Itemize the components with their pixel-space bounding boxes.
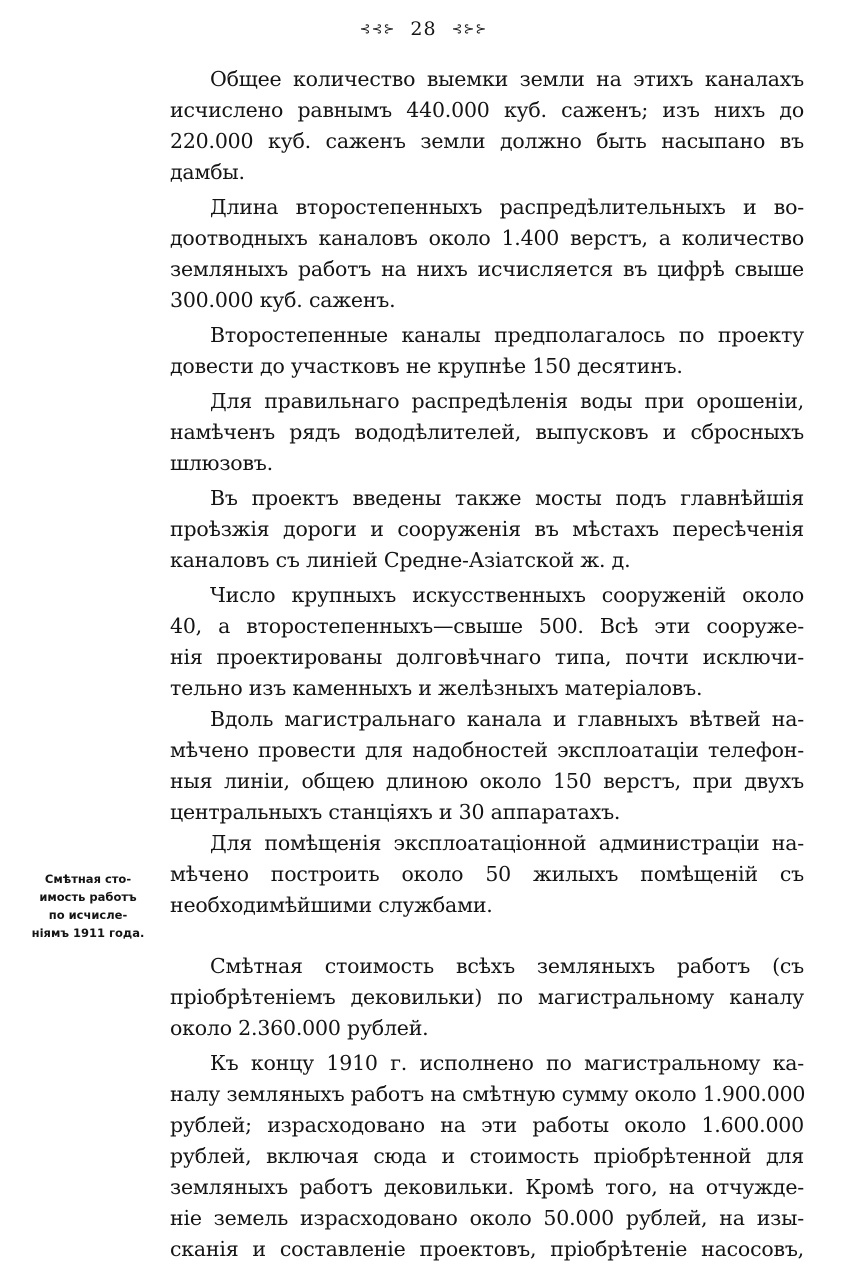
margin-note-line: ніямъ 1911 года. [31, 926, 145, 940]
text-line: центральныхъ станціяхъ и 30 аппаратахъ. [170, 800, 621, 824]
text-line: 220.000 куб. саженъ земли должно быть насыпано въ [170, 129, 804, 153]
text-line: Для правильнаго распредѣленія воды при орошеніи, [210, 389, 804, 413]
paragraph [170, 386, 804, 479]
text-line: Для помѣщенія эксплоатаціонной администраціи на- [210, 831, 804, 855]
paragraph [170, 580, 804, 704]
margin-note [12, 870, 164, 942]
left-ornament-icon: ⊰⊰⊱ [359, 22, 396, 37]
paragraph [170, 828, 804, 921]
text-line: 40, а второстепенныхъ—свыше 500. Всѣ эти сооруже- [170, 614, 804, 638]
text-line: Смѣтная стоимость всѣхъ земляныхъ работъ (съ [210, 954, 804, 978]
text-line: налу земляныхъ работъ на смѣтную сумму около 1.900.000 [170, 1082, 806, 1106]
text-line: каналовъ съ линіей Средне-Азіатской ж. д. [170, 548, 631, 572]
page-number: 28 [410, 18, 437, 40]
text-line: намѣченъ рядъ вододѣлителей, выпусковъ и сбросныхъ [170, 420, 804, 444]
body-text [170, 64, 804, 1265]
text-line: сканія и составленіе проектовъ, пріобрѣтеніе насосовъ, [170, 1237, 804, 1261]
text-line: Вдоль магистральнаго канала и главныхъ вѣтвей на- [210, 707, 804, 731]
text-line: 300.000 куб. саженъ. [170, 288, 396, 312]
margin-note-line: по исчисле- [48, 908, 128, 922]
text-line: ныя линіи, общею длиною около 150 верстъ, при двухъ [170, 769, 804, 793]
text-line: рублей, включая сюда и стоимость пріобрѣтенной для [170, 1144, 804, 1168]
text-line: нія проектированы долговѣчнаго типа, почти исключи- [170, 645, 804, 669]
text-line: около 2.360.000 рублей. [170, 1016, 429, 1040]
text-line: земляныхъ работъ дековильки. Кромѣ того, на отчужде- [170, 1175, 804, 1199]
text-line: довести до участковъ не крупнѣе 150 десятинъ. [170, 354, 683, 378]
page-header [0, 18, 847, 40]
text-line: тельно изъ каменныхъ и желѣзныхъ матеріаловъ. [170, 676, 703, 700]
text-line: Второстепенные каналы предполагалось по проекту [210, 323, 804, 347]
paragraph [170, 1048, 804, 1265]
text-line: ніе земель израсходовано около 50.000 рублей, на изы- [170, 1206, 804, 1230]
text-line: исчислено равнымъ 440.000 куб. саженъ; изъ нихъ до [170, 98, 804, 122]
paragraph [170, 192, 804, 316]
text-line: Длина второстепенныхъ распредѣлительныхъ и во- [210, 195, 804, 219]
margin-note-line: имость работъ [39, 890, 137, 904]
text-line: доотводныхъ каналовъ около 1.400 верстъ, а количество [170, 226, 804, 250]
text-line: Въ проектъ введены также мосты подъ главнѣйшія [210, 486, 804, 510]
text-line: проѣзжія дороги и сооруженія въ мѣстахъ пересѣченія [170, 517, 804, 541]
text-line: Число крупныхъ искусственныхъ сооруженій около [210, 583, 804, 607]
text-line: пріобрѣтеніемъ дековильки) по магистральному каналу [170, 985, 804, 1009]
text-line: шлюзовъ. [170, 451, 273, 475]
paragraph [170, 320, 804, 382]
paragraph [170, 704, 804, 828]
margin-note-line: Смѣтная сто- [44, 872, 132, 886]
text-line: дамбы. [170, 160, 245, 184]
text-line: мѣчено построить около 50 жилыхъ помѣщеній съ [170, 862, 804, 886]
paragraph [170, 951, 804, 1044]
text-line: рублей; израсходовано на эти работы около 1.600.000 [170, 1113, 804, 1137]
paragraph [170, 64, 804, 188]
text-line: земляныхъ работъ на нихъ исчисляется въ цифрѣ свыше [170, 257, 804, 281]
text-line: Къ концу 1910 г. исполнено по магистральному ка- [210, 1051, 804, 1075]
right-ornament-icon: ⊰⊱⊱ [451, 22, 488, 37]
paragraph [170, 483, 804, 576]
text-line: Общее количество выемки земли на этихъ каналахъ [210, 67, 804, 91]
text-line: мѣчено провести для надобностей эксплоатаціи телефон- [170, 738, 804, 762]
text-line: необходимѣйшими службами. [170, 893, 493, 917]
